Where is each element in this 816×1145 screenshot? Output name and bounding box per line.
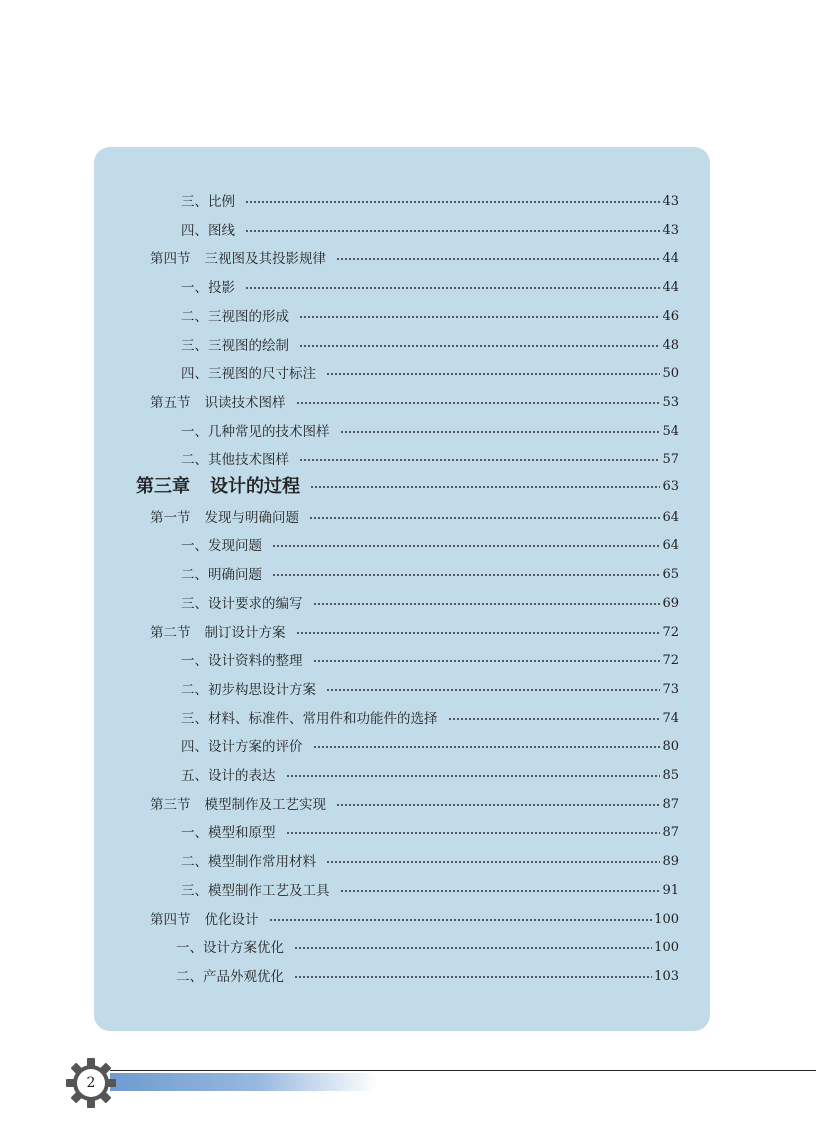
toc-page-number: 73 xyxy=(662,681,679,697)
toc-entry-label xyxy=(181,564,272,586)
toc-page-number: 69 xyxy=(662,595,679,611)
toc-entry-number: 第三章 xyxy=(136,476,190,497)
toc-dot-leader xyxy=(336,256,660,262)
toc-dot-leader xyxy=(245,228,660,234)
toc-item-entry[interactable] xyxy=(181,708,679,730)
toc-page-number: 43 xyxy=(662,194,679,209)
toc-section-entry[interactable] xyxy=(150,392,679,414)
toc-entry-label xyxy=(176,937,294,959)
toc-page-number: 100 xyxy=(654,911,679,927)
toc-page-number: 87 xyxy=(662,796,679,812)
toc-entry-label xyxy=(181,650,313,672)
toc-entry-label xyxy=(181,363,326,385)
toc-dot-leader xyxy=(296,630,661,636)
toc-entry-label xyxy=(181,765,286,787)
toc-dot-leader xyxy=(299,343,660,349)
toc-entry-number: 第四节 xyxy=(150,251,191,268)
toc-page-number: 43 xyxy=(662,222,679,238)
toc-dot-leader xyxy=(296,400,661,406)
toc-item-entry[interactable] xyxy=(181,736,679,758)
toc-entry-number: 第四节 xyxy=(150,911,191,928)
toc-page-number: 80 xyxy=(662,739,679,755)
toc-section-entry[interactable] xyxy=(150,794,679,816)
toc-item-entry[interactable] xyxy=(181,679,679,701)
toc-dot-leader xyxy=(313,744,661,750)
toc-item-entry[interactable] xyxy=(181,277,679,299)
toc-page-number: 103 xyxy=(654,968,679,984)
toc-entry-title: 二、三视图的形成 xyxy=(181,308,289,325)
toc-entry-title: 四、三视图的尺寸标注 xyxy=(181,366,316,383)
toc-item-entry[interactable] xyxy=(181,421,679,443)
toc-entry-label xyxy=(181,535,272,557)
toc-entry-label xyxy=(181,708,448,730)
toc-entry-label xyxy=(181,191,245,213)
toc-dot-leader xyxy=(309,515,660,521)
toc-entry-label xyxy=(181,335,299,357)
toc-entry-title: 四、设计方案的评价 xyxy=(181,739,303,756)
toc-entry-title: 设计的过程 xyxy=(210,476,300,497)
toc-entry-title: 一、设计方案优化 xyxy=(176,940,284,957)
toc-page-number: 87 xyxy=(662,825,679,841)
toc-page-number: 48 xyxy=(662,337,679,353)
toc-entry-title: 二、其他技术图样 xyxy=(181,452,289,469)
toc-page-number: 54 xyxy=(662,423,679,439)
toc-entry-title: 制订设计方案 xyxy=(204,624,286,641)
toc-entry-number: 第五节 xyxy=(150,394,191,411)
toc-dot-leader xyxy=(326,687,660,693)
toc-item-entry[interactable] xyxy=(181,880,679,902)
toc-section-entry[interactable] xyxy=(150,248,679,270)
toc-page-number: 100 xyxy=(654,940,679,956)
toc-entry-label xyxy=(150,909,269,931)
toc-dot-leader xyxy=(313,658,661,664)
toc-entry-label xyxy=(181,306,299,328)
toc-entry-label xyxy=(181,822,286,844)
toc-item-entry[interactable] xyxy=(181,593,679,615)
toc-entry-title: 三、三视图的绘制 xyxy=(181,337,289,354)
toc-item-entry[interactable] xyxy=(176,966,679,988)
toc-dot-leader xyxy=(245,199,660,205)
toc-entry-label xyxy=(181,593,313,615)
toc-dot-leader xyxy=(340,429,661,435)
page-number: 2 xyxy=(86,1075,96,1091)
toc-dot-leader xyxy=(245,285,660,291)
toc-page-number: 91 xyxy=(662,882,679,898)
toc-entry-number: 第一节 xyxy=(150,509,191,526)
toc-entry-title: 三、模型制作工艺及工具 xyxy=(181,882,330,899)
toc-entry-title: 模型制作及工艺实现 xyxy=(204,796,326,813)
toc-entry-label xyxy=(150,248,336,270)
toc-entry-label xyxy=(150,622,296,644)
toc-page-number: 44 xyxy=(662,251,679,267)
toc-dot-leader xyxy=(272,543,660,549)
toc-entry-label xyxy=(176,966,294,988)
toc-dot-leader xyxy=(299,314,660,320)
toc-entry-title: 三视图及其投影规律 xyxy=(204,251,326,268)
toc-dot-leader xyxy=(286,830,661,836)
toc-entry-number: 第三节 xyxy=(150,796,191,813)
toc-page-number: 46 xyxy=(662,308,679,324)
toc-entry-title: 一、几种常见的技术图样 xyxy=(181,423,330,440)
toc-page-number: 63 xyxy=(662,479,679,494)
toc-entry-title: 一、发现问题 xyxy=(181,538,262,555)
toc-dot-leader xyxy=(294,974,652,980)
toc-entry-label xyxy=(181,880,340,902)
toc-entry-label xyxy=(181,679,326,701)
toc-entry-label xyxy=(150,507,309,529)
toc-item-entry[interactable] xyxy=(176,937,679,959)
toc-dot-leader xyxy=(269,917,653,923)
toc-entry-title: 五、设计的表达 xyxy=(181,768,276,784)
toc-page-number: 64 xyxy=(662,509,679,525)
toc-entry-title: 三、比例 xyxy=(181,194,235,210)
toc-page-number: 72 xyxy=(662,624,679,640)
toc-entry-title: 四、图线 xyxy=(181,222,235,239)
toc-dot-leader xyxy=(310,484,660,490)
toc-item-entry[interactable] xyxy=(181,306,679,328)
toc-page-number: 57 xyxy=(662,452,679,468)
toc-item-entry[interactable] xyxy=(181,220,679,242)
toc-entry-title: 优化设计 xyxy=(204,911,259,928)
toc-entry-title: 三、设计要求的编写 xyxy=(181,595,303,612)
toc-dot-leader xyxy=(286,773,661,779)
toc-section-entry[interactable] xyxy=(150,909,679,931)
toc-entry-title: 三、材料、标准件、常用件和功能件的选择 xyxy=(181,710,438,727)
toc-item-entry[interactable] xyxy=(181,765,679,787)
toc-entry-label xyxy=(136,476,310,498)
toc-dot-leader xyxy=(313,601,661,607)
toc-entry-title: 二、产品外观优化 xyxy=(176,968,284,985)
toc-entry-number: 第二节 xyxy=(150,624,191,641)
toc-page-number: 74 xyxy=(662,710,679,726)
toc-page-number: 65 xyxy=(662,567,679,583)
toc-section-entry[interactable] xyxy=(150,507,679,529)
toc-entry-title: 二、初步构思设计方案 xyxy=(181,681,316,698)
toc-dot-leader xyxy=(299,457,660,463)
toc-item-entry[interactable] xyxy=(181,822,679,844)
footer-rule xyxy=(110,1070,816,1071)
toc-section-entry[interactable] xyxy=(150,622,679,644)
toc-entry-title: 一、投影 xyxy=(181,280,235,297)
toc-entry-label xyxy=(150,392,296,414)
toc-dot-leader xyxy=(294,945,652,951)
toc-page-number: 53 xyxy=(662,394,679,410)
toc-entry-title: 一、设计资料的整理 xyxy=(181,653,303,670)
toc-entry-label xyxy=(181,851,326,873)
toc-entry-title: 二、模型制作常用材料 xyxy=(181,854,316,871)
toc-dot-leader xyxy=(326,371,660,377)
toc-dot-leader xyxy=(326,859,660,865)
footer-gradient-bar xyxy=(110,1073,378,1091)
toc-page-number: 50 xyxy=(662,366,679,382)
toc-entry-title: 识读技术图样 xyxy=(204,394,286,411)
toc-page-number: 64 xyxy=(662,538,679,554)
toc-item-entry[interactable] xyxy=(181,564,679,586)
toc-item-entry[interactable] xyxy=(181,191,679,213)
toc-page-number: 72 xyxy=(662,653,679,669)
toc-item-entry[interactable] xyxy=(181,449,679,471)
toc-dot-leader xyxy=(272,572,660,578)
toc-page-number: 89 xyxy=(662,854,679,870)
toc-dot-leader xyxy=(336,802,660,808)
toc-dot-leader xyxy=(340,888,661,894)
toc-entry-label xyxy=(150,794,336,816)
toc-page-number: 85 xyxy=(662,768,679,783)
toc-entry-label xyxy=(181,220,245,242)
toc-entry-label xyxy=(181,449,299,471)
toc-item-entry[interactable] xyxy=(181,851,679,873)
toc-entry-title: 二、明确问题 xyxy=(181,567,262,584)
toc-item-entry[interactable] xyxy=(181,535,679,557)
toc-entry-label xyxy=(181,736,313,758)
toc-page-number: 44 xyxy=(662,280,679,296)
toc-entry-label xyxy=(181,277,245,299)
toc-item-entry[interactable] xyxy=(181,363,679,385)
toc-item-entry[interactable] xyxy=(181,335,679,357)
toc-dot-leader xyxy=(448,716,661,722)
toc-entry-label xyxy=(181,421,340,443)
toc-item-entry[interactable] xyxy=(181,650,679,672)
toc-entry-title: 一、模型和原型 xyxy=(181,825,276,842)
toc-entry-title: 发现与明确问题 xyxy=(204,509,299,526)
toc-chapter-entry[interactable] xyxy=(136,476,679,498)
